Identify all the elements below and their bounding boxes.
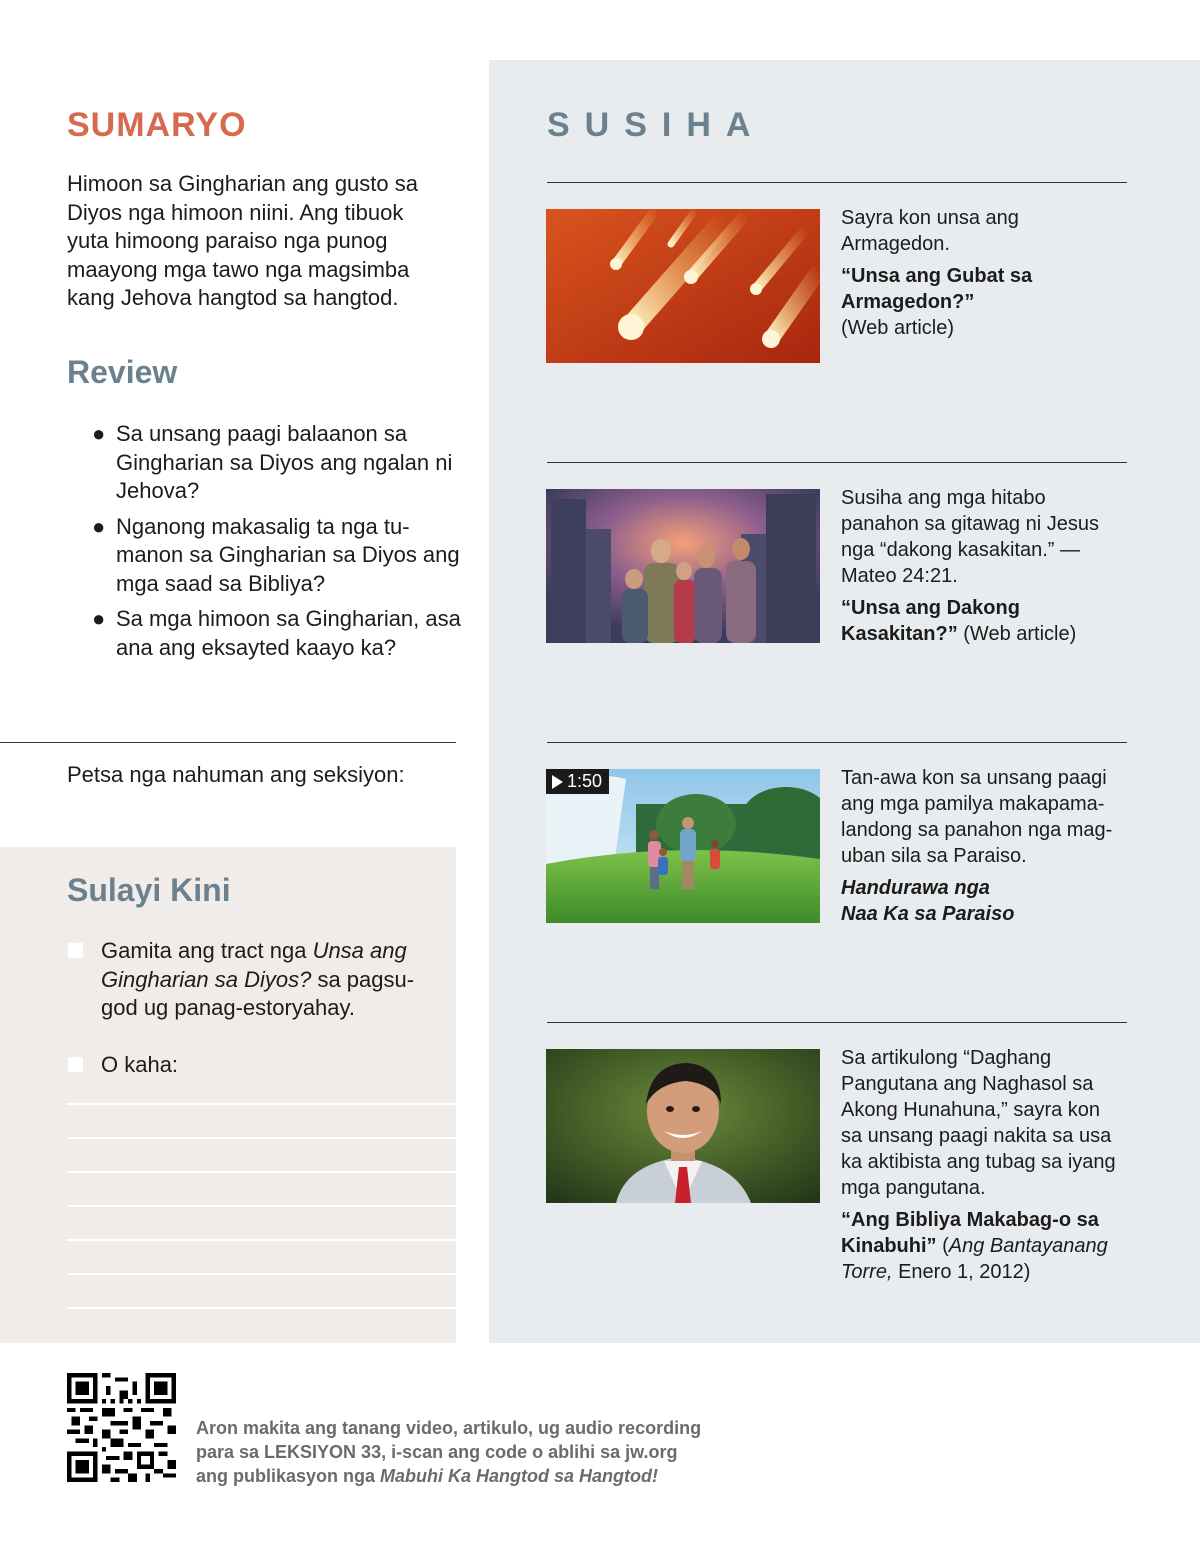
entry-description: Sayra kon unsa ang Armagedon. bbox=[841, 207, 1019, 255]
writing-line[interactable] bbox=[67, 1205, 456, 1207]
explore-entry-text bbox=[841, 205, 1126, 341]
review-heading: Review bbox=[67, 354, 178, 390]
armageddon-image[interactable] bbox=[546, 209, 820, 363]
great-tribulation-image[interactable] bbox=[546, 489, 820, 643]
try-it-item-text: sa pagsugod ug panag-estoryahay. bbox=[101, 966, 415, 1020]
review-item bbox=[92, 605, 462, 662]
paradise-video-thumbnail[interactable] bbox=[546, 769, 820, 923]
entry-source-title: Ang Bantayanang Torre, bbox=[841, 1235, 1108, 1283]
divider bbox=[0, 742, 456, 743]
explore-entry-text bbox=[841, 1045, 1126, 1285]
try-it-item: O kaha: bbox=[101, 1052, 179, 1077]
entry-source: (Web article) bbox=[957, 623, 1077, 645]
writing-line[interactable] bbox=[67, 1137, 456, 1139]
writing-line[interactable] bbox=[67, 1171, 456, 1173]
divider bbox=[547, 462, 1127, 463]
entry-description: Tan-awa kon sa unsang paagi ang mga pamilya makapamalandong sa panahon nga mag-uban sila sa Paraiso. bbox=[841, 767, 1113, 867]
entry-title-link[interactable]: “Unsa ang Gubat sa Armagedon?” bbox=[841, 265, 1033, 313]
review-item bbox=[92, 513, 462, 599]
divider bbox=[547, 182, 1127, 183]
entry-source: ( bbox=[936, 1235, 949, 1257]
explore-entry-text bbox=[841, 765, 1126, 927]
try-it-item-text: Gamita ang tract nga bbox=[101, 938, 313, 963]
completion-date-label: Petsa nga nahuman ang seksiyon: bbox=[67, 762, 405, 787]
entry-source: (Web article) bbox=[841, 317, 954, 339]
bullet-icon: ● bbox=[92, 513, 106, 539]
review-item bbox=[92, 420, 462, 506]
review-item-text: Nganong makasalig ta nga tumanon sa Gingharian sa Diyos ang mga saad sa Bibliya? bbox=[116, 513, 460, 596]
entry-description: Sa artikulong “Daghang Pangutana ang Naghasol sa Akong Hunahuna,” sayra kon sa unsang paagi nakita sa usa ka aktibista ang tubag sa iyang mga pangutana. bbox=[841, 1047, 1116, 1199]
review-list bbox=[92, 420, 462, 669]
writing-line[interactable] bbox=[67, 1239, 456, 1241]
footer-line: Aron makita ang tanang video, artikulo, ug audio recording bbox=[196, 1418, 702, 1438]
divider bbox=[547, 1022, 1127, 1023]
try-it-panel bbox=[0, 847, 456, 1343]
play-icon bbox=[552, 775, 563, 789]
summary-heading: SUMARYO bbox=[67, 106, 247, 144]
review-item-text: Sa unsang paagi balaanon sa Gingharian sa Diyos ang ngalan ni Jehova? bbox=[116, 421, 453, 503]
explore-entry-text bbox=[841, 485, 1126, 647]
footer-line: para sa LEKSIYON 33, i-scan ang code o ablihi sa jw.org bbox=[196, 1442, 678, 1462]
try-it-checkbox[interactable] bbox=[68, 943, 83, 958]
activist-portrait-image[interactable] bbox=[546, 1049, 820, 1203]
bullet-icon: ● bbox=[92, 606, 106, 631]
explore-heading: SUSIHA bbox=[547, 106, 766, 144]
entry-source: Enero 1, 2012) bbox=[892, 1261, 1031, 1283]
review-item-text: Sa mga himoon sa Gingharian, asa ana ang eksayted kaayo ka? bbox=[116, 606, 461, 660]
entry-title-link[interactable]: Handurawa nga Naa Ka sa Paraiso bbox=[841, 877, 1015, 925]
try-it-item bbox=[101, 937, 441, 1023]
try-it-heading: Sulayi Kini bbox=[67, 872, 231, 908]
writing-line[interactable] bbox=[67, 1307, 456, 1309]
divider bbox=[547, 742, 1127, 743]
publication-title-link[interactable]: Mabuhi Ka Hangtod sa Hangtod! bbox=[380, 1466, 659, 1486]
entry-description: Susiha ang mga hitabo panahon sa gitawag ni Jesus nga “dakong kasakitan.” —Mateo 24:21. bbox=[841, 487, 1099, 587]
entry-title-link[interactable]: “Ang Bibliya Makabag-o sa Kinabuhi” bbox=[841, 1209, 1099, 1257]
video-duration-badge bbox=[546, 769, 609, 794]
entry-title-link[interactable]: “Unsa ang Dakong Kasakitan?” bbox=[841, 597, 1020, 645]
video-duration: 1:50 bbox=[567, 771, 603, 791]
qr-code-icon[interactable] bbox=[67, 1373, 176, 1482]
tract-title: Unsa ang Gingharian sa Diyos? bbox=[101, 938, 407, 992]
summary-text: Himoon sa Gingharian ang gusto sa Diyos nga himoon niini. Ang tibuok yuta himoong paraiso nga punog maayong mga tawo nga magsimba kang Jehova hangtod sa hangtod. bbox=[67, 171, 418, 310]
writing-line[interactable] bbox=[67, 1273, 456, 1275]
footer-line: ang publikasyon nga bbox=[196, 1466, 381, 1486]
try-it-checkbox[interactable] bbox=[68, 1057, 83, 1072]
footer-note bbox=[196, 1416, 756, 1488]
writing-line[interactable] bbox=[67, 1103, 456, 1105]
bullet-icon: ● bbox=[92, 421, 106, 446]
